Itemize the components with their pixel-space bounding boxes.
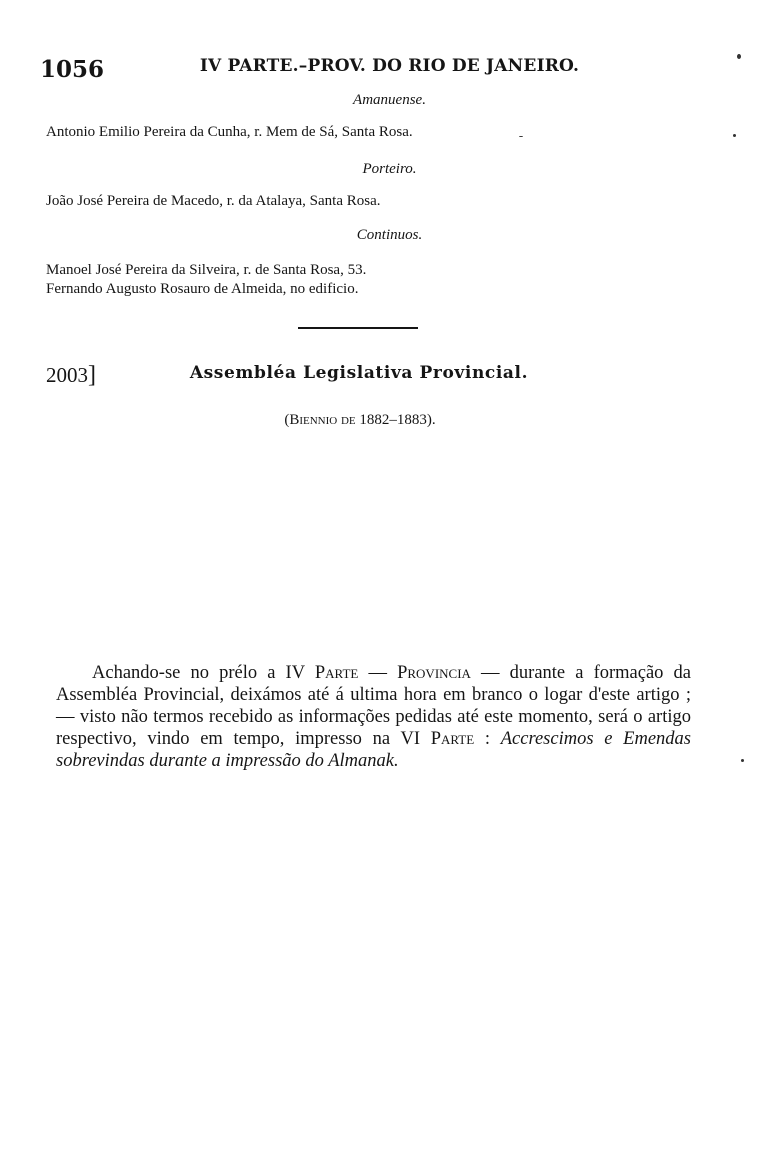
staff-entry: Antonio Emilio Pereira da Cunha, r. Mem de Sá, Santa Rosa. [46,124,413,140]
print-speck [519,136,523,137]
notice-text: — [358,663,398,683]
notice-text: Achando-se no prélo a IV [92,663,315,683]
section-bracket: ] [88,362,96,388]
print-speck [733,134,736,137]
role-heading-continuos: Continuos. [356,227,423,243]
print-speck [741,759,744,762]
biennio-line [0,412,720,429]
section-title: Assembléa Legislativa Provincial. [189,363,529,383]
role-heading-porteiro: Porteiro. [362,161,417,177]
section-number-value: 2003 [46,363,88,387]
notice-paragraph [56,662,691,772]
notice-text: : [474,729,501,749]
biennio-label: Biennio de [289,412,356,428]
notice-provincia: Provincia [397,663,471,683]
staff-entry: Manoel José Pereira da Silveira, r. de Santa Rosa, 53. [46,262,367,278]
notice-text: — durante a formação da Assembléa Provincial, deixámos até á ultima hora em branco o logar d'este artigo ; — visto não termos recebido as informações pedidas até este momento, será o artigo respectivo, vindo em tempo, impresso na VI [56,663,692,749]
role-heading-amanuense: Amanuense. [353,92,426,108]
notice-parte: Parte [314,663,359,683]
biennio-years: 1882–1883). [359,412,436,428]
page-number: 1056 [40,56,105,83]
print-speck [737,54,741,59]
notice-parte: Parte [430,729,475,749]
staff-entry: João José Pereira de Macedo, r. da Atalaya, Santa Rosa. [46,193,381,209]
notice-italic: Accrescimos e Emendas sobrevindas durante a impressão do Almanak. [56,729,692,771]
biennio-open: ( [284,412,290,428]
staff-entry: Fernando Augusto Rosauro de Almeida, no edificio. [46,281,359,297]
section-divider [298,327,418,329]
running-title: IV PARTE.–PROV. DO RIO DE JANEIRO. [199,56,580,76]
